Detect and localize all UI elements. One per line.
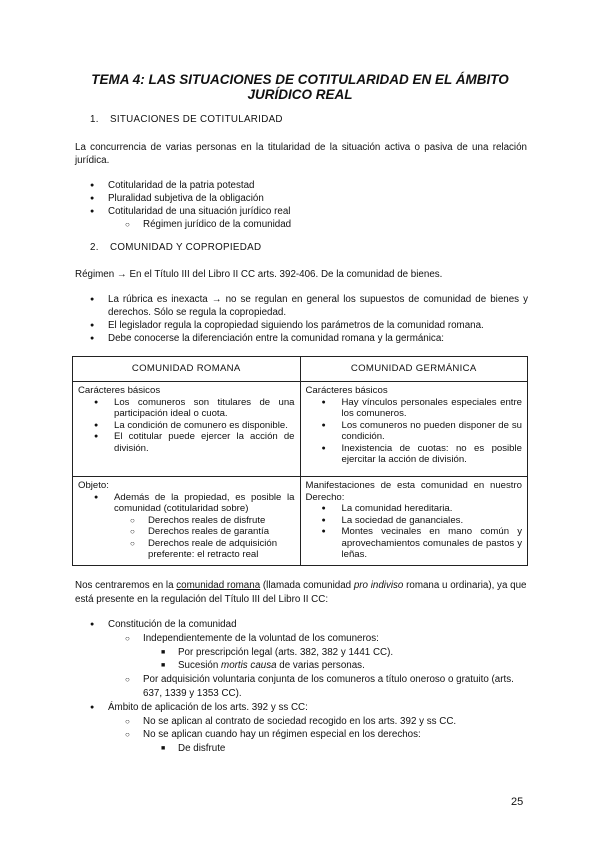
- romana-objeto-cell: [73, 477, 301, 566]
- comunidad-romana-underlined: comunidad romana: [176, 580, 261, 591]
- cell-item: ● Los comuneros son titulares de una participación ideal o cuota.: [78, 397, 295, 420]
- list-item: ● Constitución de la comunidad: [90, 618, 530, 632]
- text-span: de varias personas.: [276, 660, 365, 672]
- page-number: 25: [511, 796, 524, 808]
- list-subitem: ○ No se aplican cuando hay un régimen especial en los derechos:: [90, 728, 530, 742]
- section-1-heading: [90, 114, 283, 125]
- comunidad-romana-paragraph: [75, 579, 527, 607]
- list-subitem: ○ No se aplican al contrato de sociedad recogido en los arts. 392 y ss CC.: [90, 715, 530, 729]
- cell-item: ● Montes vecinales en mano común y aprovechamientos comunales de pastos y leñas.: [306, 526, 523, 561]
- regimen-paragraph: Régimen → En el Título III del Libro II CC arts. 392-406. De la comunidad de bienes.: [75, 269, 443, 280]
- table-header-romana: COMUNIDAD ROMANA: [73, 357, 301, 382]
- list-subitem: ○ Régimen jurídico de la comunidad: [90, 218, 490, 231]
- section-2-heading: [90, 242, 261, 253]
- text-span: Nos centraremos en la: [75, 580, 177, 591]
- title-line-2: JURÍDICO REAL: [247, 87, 353, 102]
- list-item: ● Ámbito de aplicación de los arts. 392 y ss CC:: [90, 701, 530, 715]
- text-span: (llamada comunidad: [260, 580, 354, 591]
- text-span: romana u ordinaria), ya que está presente en la regulación del Título III del Libro II CC:: [75, 580, 527, 605]
- intro-paragraph: La concurrencia de varias personas en la titularidad de la situación activa o pasiva de una relación jurídica.: [75, 142, 527, 166]
- germanica-caracteres-cell: [300, 382, 528, 477]
- copropiedad-list: [90, 293, 528, 345]
- cell-item: ● La sociedad de gananciales.: [306, 515, 523, 527]
- cell-item: ● Los comuneros no pueden disponer de su condición.: [306, 420, 523, 443]
- section-2-label: COMUNIDAD Y COPROPIEDAD: [110, 242, 262, 253]
- cell-item: ● Además de la propiedad, es posible la comunidad (cotitularidad sobre): [78, 492, 295, 515]
- cell-item: ● La condición de comunero es disponible.: [78, 420, 295, 432]
- list-subitem: ○ Independientemente de la voluntad de los comuneros:: [90, 632, 530, 646]
- regulacion-list: [90, 618, 530, 756]
- pro-indiviso-italic: pro indiviso: [353, 580, 404, 591]
- title-line-1: TEMA 4: LAS SITUACIONES DE COTITULARIDAD EN EL ÁMBITO: [91, 72, 509, 87]
- cell-subitem: ○ Derechos reales de disfrute: [78, 515, 295, 527]
- cell-subitem: ○ Derechos reales de garantía: [78, 526, 295, 538]
- table-header-germanica: COMUNIDAD GERMÁNICA: [300, 357, 528, 382]
- section-1-label: SITUACIONES DE COTITULARIDAD: [110, 114, 283, 125]
- cell-heading: Manifestaciones de esta comunidad en nuestro Derecho:: [305, 480, 522, 503]
- mortis-causa-italic: mortis causa: [221, 660, 277, 672]
- cell-subitem: ○ Derechos reale de adquisición preferente: el retracto real: [78, 538, 295, 561]
- cell-item: ● Inexistencia de cuotas: no es posible ejercitar la acción de división.: [306, 443, 523, 466]
- cell-item: ● La comunidad hereditaria.: [306, 503, 523, 515]
- cell-item: ● El cotitular puede ejercer la acción de división.: [78, 431, 295, 454]
- list-subsubitem: [90, 659, 530, 673]
- comparison-table: [72, 356, 528, 566]
- list-subsubitem: ■ Por prescripción legal (arts. 382, 382 y 1441 CC).: [90, 646, 530, 660]
- germanica-manifestaciones-cell: [300, 477, 528, 566]
- romana-caracteres-cell: [73, 382, 301, 477]
- list-item: ● Cotitularidad de una situación jurídico real: [90, 205, 490, 218]
- cell-heading: Objeto:: [78, 480, 109, 491]
- list-item: ● Debe conocerse la diferenciación entre la comunidad romana y la germánica:: [90, 332, 528, 345]
- list-subitem: ○ Por adquisición voluntaria conjunta de los comuneros a título oneroso o gratuito (arts. 637, 1339 y 1353 CC).: [90, 673, 530, 701]
- list-item: ● Cotitularidad de la patria potestad: [90, 179, 490, 192]
- list-subsubitem: ■ De disfrute: [90, 742, 530, 756]
- cell-item: ● Hay vínculos personales especiales entre los comuneros.: [306, 397, 523, 420]
- cell-heading: Carácteres básicos: [305, 385, 388, 396]
- section-2-number: 2.: [90, 242, 99, 253]
- list-item: ● El legislador regula la copropiedad siguiendo los parámetros de la comunidad romana.: [90, 319, 528, 332]
- list-item: ● La rúbrica es inexacta → no se regulan en general los supuestos de comunidad de bienes y derechos. Sólo se regula la copropiedad.: [90, 293, 528, 319]
- text-span: Sucesión: [178, 660, 222, 672]
- page-title: [60, 72, 540, 102]
- cell-heading: Carácteres básicos: [78, 385, 161, 396]
- cotitularidad-list: [90, 179, 490, 231]
- list-item: ● Pluralidad subjetiva de la obligación: [90, 192, 490, 205]
- section-1-number: 1.: [90, 114, 99, 125]
